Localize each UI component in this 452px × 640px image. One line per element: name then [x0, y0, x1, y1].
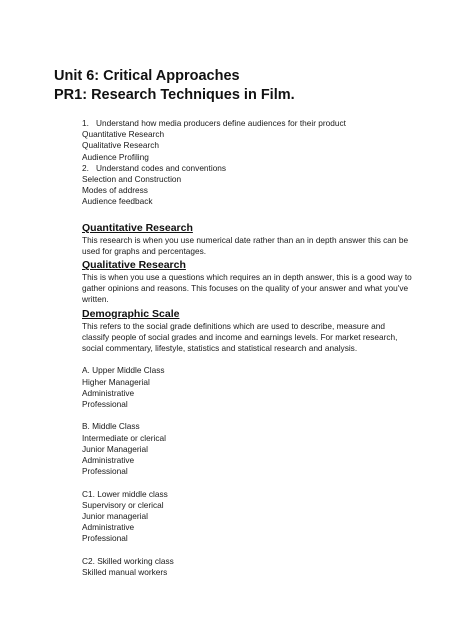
grade-item: Administrative — [82, 522, 135, 533]
grade-label: C1. Lower middle class — [82, 488, 168, 499]
grade-item: Intermediate or clerical — [82, 432, 166, 443]
list-item: Quantitative Research — [82, 129, 165, 140]
list-item: Audience feedback — [82, 196, 153, 207]
grade-item: Higher Managerial — [82, 376, 150, 387]
grade-item: Professional — [82, 399, 128, 410]
grade-item: Administrative — [82, 455, 135, 466]
list-item: Qualitative Research — [82, 140, 160, 151]
section-qualitative — [82, 259, 412, 306]
grade-label: A. Upper Middle Class — [82, 365, 165, 376]
grade-label: B. Middle Class — [82, 421, 140, 432]
list-item: Selection and Construction — [82, 174, 182, 185]
section-demographic — [82, 308, 412, 355]
grade-item: Supervisory or clerical — [82, 499, 164, 510]
grade-b — [82, 421, 412, 477]
grade-c2 — [82, 556, 412, 578]
grade-label: C2. Skilled working class — [82, 555, 174, 566]
intro-list — [82, 118, 412, 208]
section-heading: Demographic Scale — [82, 307, 180, 320]
grade-item: Professional — [82, 466, 128, 477]
section-heading: Quantitative Research — [82, 221, 193, 234]
assignment-title: PR1: Research Techniques in Film. — [54, 87, 295, 103]
grade-item: Junior managerial — [82, 511, 148, 522]
grade-c1 — [82, 489, 412, 545]
list-item: Modes of address — [82, 185, 148, 196]
section-body: This is when you use a questions which requires an in depth answer, this is a good way to gather opinions and reasons. This focuses on the quality of your answer and what you've written. — [82, 272, 412, 305]
grade-item: Junior Managerial — [82, 443, 148, 454]
section-heading: Qualitative Research — [82, 259, 186, 272]
document-body — [82, 118, 412, 578]
grade-item: Professional — [82, 533, 128, 544]
section-body: This research is when you use numerical date rather than an in depth answer this can be used for graphs and percentages. — [82, 234, 409, 256]
section-body: This refers to the social grade definitions which are used to describe, measure and classify people of social grades and income and earnings levels. For market research, social commentary, lifestyle, statistics and statistical research and analysis. — [82, 320, 398, 354]
list-item: 2. Understand codes and conventions — [82, 162, 227, 173]
grade-a — [82, 365, 412, 410]
grade-item: Skilled manual workers — [82, 567, 168, 578]
list-item: Audience Profiling — [82, 151, 149, 162]
list-item: 1. Understand how media producers define audiences for their product — [82, 118, 346, 128]
section-quantitative — [82, 222, 412, 257]
grade-item: Administrative — [82, 387, 135, 398]
unit-title: Unit 6: Critical Approaches — [54, 68, 240, 84]
